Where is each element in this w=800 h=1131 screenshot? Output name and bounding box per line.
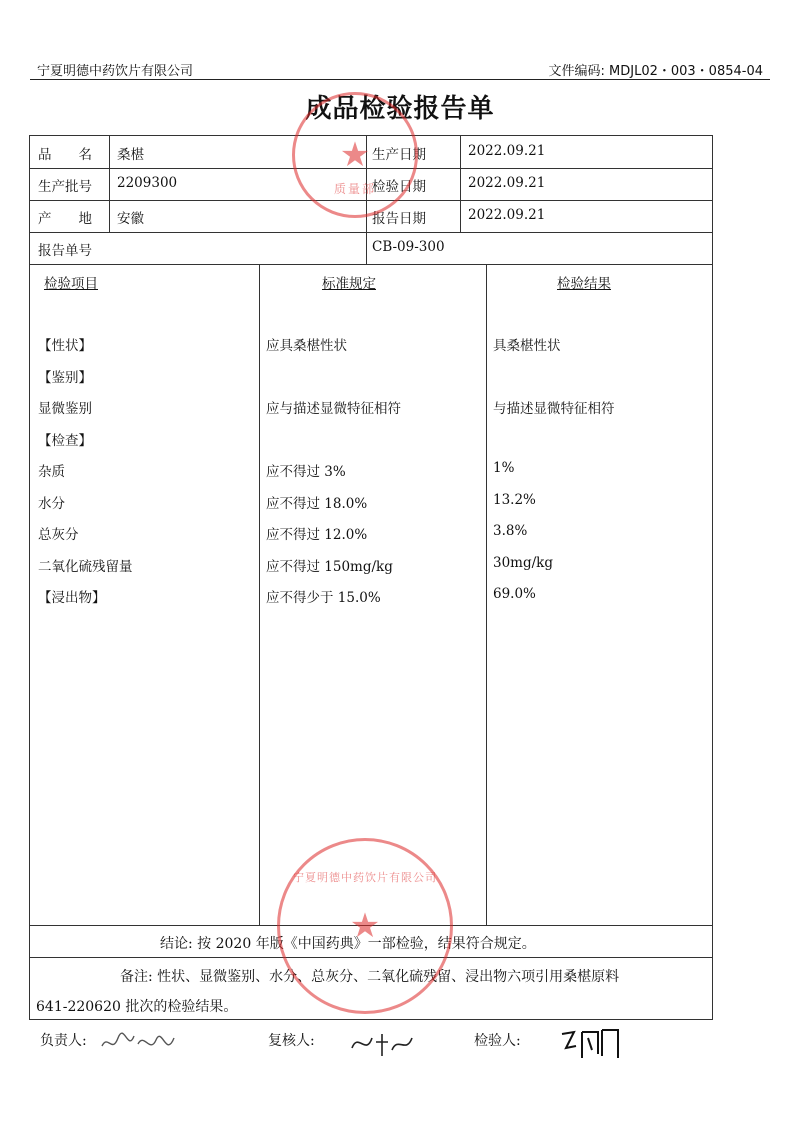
test-result: 13.2% xyxy=(493,492,536,508)
test-item: 显微鉴别 xyxy=(38,401,92,417)
test-standard: 应不得少于 15.0% xyxy=(266,590,381,606)
row-divider xyxy=(30,264,712,265)
column-header-standard: 标准规定 xyxy=(322,276,376,292)
row-divider xyxy=(30,232,712,233)
reviewer-label: 复核人: xyxy=(268,1033,315,1049)
file-code: 文件编码: MDJL02・003・0854-04 xyxy=(548,64,763,79)
origin-value: 安徽 xyxy=(117,211,144,227)
name-value: 桑椹 xyxy=(117,147,144,163)
company-stamp xyxy=(277,838,453,1014)
test-item: 杂质 xyxy=(38,464,65,480)
test-item: 总灰分 xyxy=(38,527,79,543)
star-icon: ★ xyxy=(349,906,381,946)
test-standard: 应不得过 12.0% xyxy=(266,527,368,543)
origin-label: 产 地 xyxy=(38,211,92,227)
responsible-signature xyxy=(98,1024,183,1064)
prod-date-value: 2022.09.21 xyxy=(468,143,546,159)
test-item: 【性状】 xyxy=(38,338,92,354)
report-date-label: 报告日期 xyxy=(372,211,426,227)
header-divider xyxy=(30,79,770,80)
test-standard: 应不得过 3% xyxy=(266,464,346,480)
batch-value: 2209300 xyxy=(117,175,178,191)
test-result: 与描述显微特征相符 xyxy=(493,401,615,417)
report-no-value: CB-09-300 xyxy=(372,239,445,255)
report-no-label: 报告单号 xyxy=(38,243,92,259)
inspector-label: 检验人: xyxy=(474,1033,521,1049)
col-divider xyxy=(259,264,260,925)
test-result: 1% xyxy=(493,460,515,476)
test-standard: 应具桑椹性状 xyxy=(266,338,347,354)
company-name: 宁夏明德中药饮片有限公司 xyxy=(37,64,194,79)
test-result: 具桑椹性状 xyxy=(493,338,561,354)
conclusion-text: 结论: 按 2020 年版《中国药典》一部检验，结果符合规定。 xyxy=(160,936,536,952)
column-header-result: 检验结果 xyxy=(557,276,611,292)
remark-line-1: 备注: 性状、显微鉴别、水分、总灰分、二氧化硫残留、浸出物六项引用桑椹原料 xyxy=(120,969,620,985)
test-standard: 应与描述显微特征相符 xyxy=(266,401,401,417)
test-item: 二氧化硫残留量 xyxy=(38,559,133,575)
test-date-label: 检验日期 xyxy=(372,179,426,195)
stamp-text: 质量部 xyxy=(333,182,376,196)
batch-label: 生产批号 xyxy=(38,179,92,195)
col-divider xyxy=(109,136,110,232)
stamp-text: 宁夏明德中药饮片有限公司 xyxy=(293,871,437,884)
test-item: 水分 xyxy=(38,496,65,512)
col-divider xyxy=(486,264,487,925)
test-item: 【浸出物】 xyxy=(38,590,106,606)
remark-line-2: 641-220620 批次的检验结果。 xyxy=(36,999,238,1015)
test-result: 69.0% xyxy=(493,586,536,602)
column-header-item: 检验项目 xyxy=(44,276,98,292)
responsible-label: 负责人: xyxy=(40,1033,87,1049)
reviewer-signature xyxy=(348,1024,418,1064)
test-standard: 应不得过 18.0% xyxy=(266,496,368,512)
inspector-signature xyxy=(558,1020,628,1064)
star-icon: ★ xyxy=(339,135,371,175)
department-stamp xyxy=(292,92,418,218)
test-result: 3.8% xyxy=(493,523,528,539)
name-label: 品 名 xyxy=(38,147,92,163)
report-date-value: 2022.09.21 xyxy=(468,207,546,223)
test-standard: 应不得过 150mg/kg xyxy=(266,559,393,575)
test-item: 【检查】 xyxy=(38,433,92,449)
page-title: 成品检验报告单 xyxy=(305,94,495,124)
test-result: 30mg/kg xyxy=(493,555,553,571)
prod-date-label: 生产日期 xyxy=(372,147,426,163)
col-divider xyxy=(460,136,461,232)
test-item: 【鉴别】 xyxy=(38,370,92,386)
test-date-value: 2022.09.21 xyxy=(468,175,546,191)
